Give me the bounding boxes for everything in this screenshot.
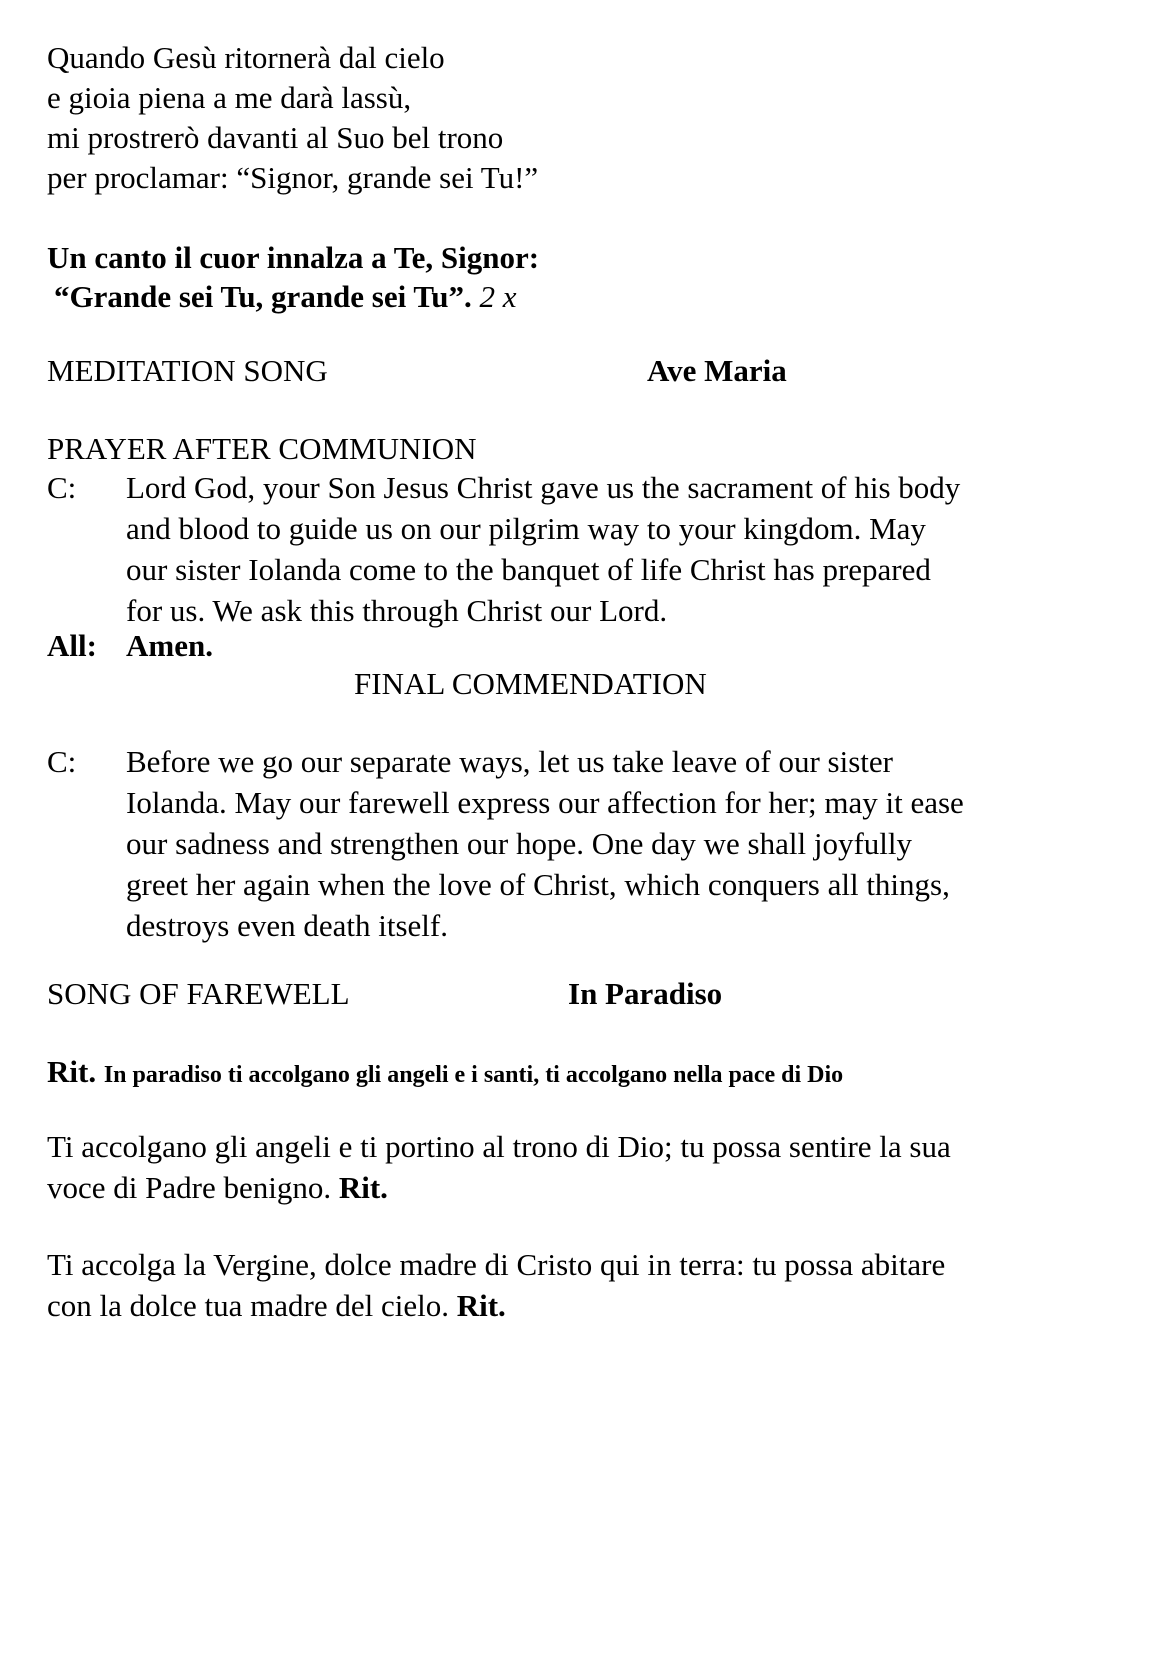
hymn-refrain-line-2 <box>54 276 517 317</box>
commendation-text-line: greet her again when the love of Christ, which conquers all things, <box>126 867 950 902</box>
refrain-text: “Grande sei Tu, grande sei Tu”. <box>54 279 472 314</box>
hymn-verse-line: per proclamar: “Signor, grande sei Tu!” <box>47 160 539 195</box>
farewell-verse-line: Ti accolga la Vergine, dolce madre di Cristo qui in terra: tu possa abitare <box>47 1247 946 1282</box>
hymn-refrain-line: Un canto il cuor innalza a Te, Signor: <box>47 240 540 275</box>
commendation-text <box>126 741 1136 946</box>
refrain-repeat: 2 x <box>479 279 517 314</box>
farewell-verse-line: Ti accolgano gli angeli e ti portino al trono di Dio; tu possa sentire la sua <box>47 1129 951 1164</box>
celebrant-label: C: <box>47 744 77 779</box>
final-commendation-heading: FINAL COMMENDATION <box>354 666 707 701</box>
all-response: Amen. <box>126 628 213 663</box>
farewell-refrain <box>47 1051 843 1096</box>
prayer-text-line: and blood to guide us on our pilgrim way to your kingdom. May <box>126 511 926 546</box>
hymn-verse-line: mi prostrerò davanti al Suo bel trono <box>47 120 504 155</box>
prayer-text-line: for us. We ask this through Christ our Lord. <box>126 593 668 628</box>
rit-marker: Rit. <box>338 1170 388 1205</box>
rit-marker: Rit. <box>456 1288 506 1323</box>
prayer-text <box>126 467 1136 631</box>
commendation-text-line: Iolanda. May our farewell express our affection for her; may it ease <box>126 785 964 820</box>
farewell-verse-text: voce di Padre benigno. <box>47 1170 332 1205</box>
farewell-verse-2 <box>47 1244 1127 1326</box>
song-of-farewell-label: SONG OF FAREWELL <box>47 976 350 1011</box>
all-label: All: <box>47 628 97 663</box>
prayer-text-line: our sister Iolanda come to the banquet of life Christ has prepared <box>126 552 931 587</box>
meditation-song-label: MEDITATION SONG <box>47 353 328 388</box>
hymn-verse-line: e gioia piena a me darà lassù, <box>47 80 412 115</box>
meditation-song-title: Ave Maria <box>647 353 787 388</box>
farewell-verse-line <box>47 1167 1127 1208</box>
commendation-text-line: destroys even death itself. <box>126 908 448 943</box>
song-of-farewell-title: In Paradiso <box>568 976 723 1011</box>
prayer-text-line: Lord God, your Son Jesus Christ gave us the sacrament of his body <box>126 470 961 505</box>
farewell-verse-text: con la dolce tua madre del cielo. <box>47 1288 449 1323</box>
commendation-text-line: Before we go our separate ways, let us take leave of our sister <box>126 744 893 779</box>
prayer-after-communion-heading: PRAYER AFTER COMMUNION <box>47 431 477 466</box>
hymn-verse-line: Quando Gesù ritornerà dal cielo <box>47 40 445 75</box>
celebrant-label: C: <box>47 470 77 505</box>
rit-label: Rit. <box>47 1054 97 1089</box>
rit-text: In paradiso ti accolgano gli angeli e i santi, ti accolgano nella pace di Dio <box>103 1062 844 1088</box>
farewell-verse-line <box>47 1285 1127 1326</box>
farewell-verse-1 <box>47 1126 1127 1208</box>
commendation-text-line: our sadness and strengthen our hope. One day we shall joyfully <box>126 826 913 861</box>
